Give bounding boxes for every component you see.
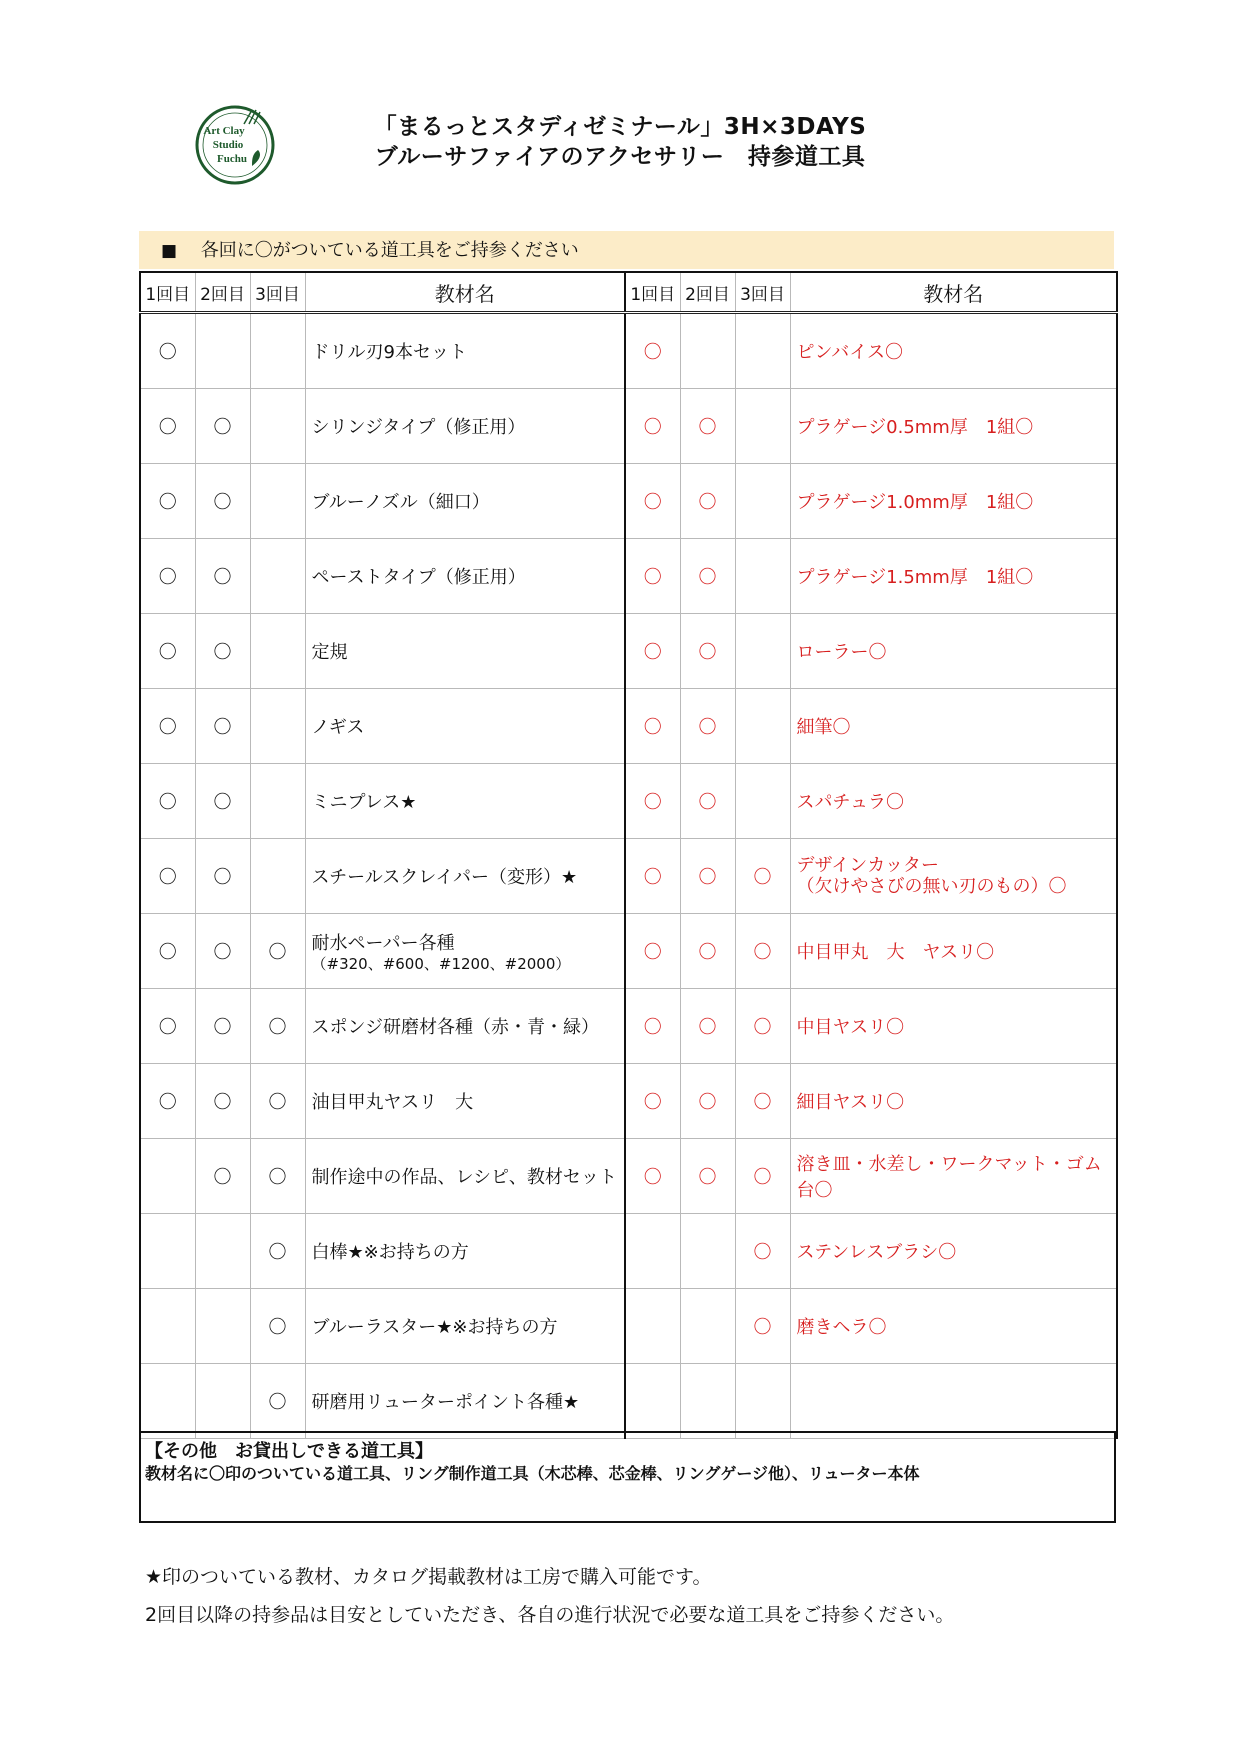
left-material-label: スポンジ研磨材各種（赤・青・緑）: [311, 1017, 600, 1038]
header-material-name: 教材名: [305, 272, 625, 313]
right-round-1-mark: [625, 1364, 680, 1439]
left-round-1-mark: [140, 1139, 195, 1214]
right-round-2-mark: [680, 313, 735, 389]
left-round-3-mark: 〇: [250, 989, 305, 1064]
left-material-name: [305, 1214, 625, 1289]
notice-text: 各回に〇がついている道工具をご持参ください: [200, 240, 579, 261]
right-round-1-mark: 〇: [625, 689, 680, 764]
footnote-2: 2回目以降の持参品は目安としていただき、各自の進行状況で必要な道工具をご持参ください。: [145, 1604, 955, 1626]
left-material-label: シリンジタイプ（修正用）: [311, 417, 526, 438]
left-material-name: [305, 764, 625, 839]
left-round-2-mark: [195, 1214, 250, 1289]
header-round-3: 3回目: [250, 272, 305, 313]
right-material-label: プラゲージ0.5mm厚 1組〇: [796, 417, 1034, 438]
right-round-1-mark: 〇: [625, 1064, 680, 1139]
right-round-2-mark: 〇: [680, 689, 735, 764]
left-round-3-mark: 〇: [250, 1214, 305, 1289]
right-material-label: デザインカッター: [796, 855, 940, 876]
left-round-1-mark: 〇: [140, 313, 195, 389]
right-material-name: [790, 614, 1117, 689]
left-round-2-mark: 〇: [195, 464, 250, 539]
logo-line-3: Fuchu: [217, 153, 247, 165]
left-material-name: [305, 989, 625, 1064]
right-round-1-mark: 〇: [625, 839, 680, 914]
left-round-1-mark: 〇: [140, 914, 195, 989]
title-line-2: ブルーサファイアのアクセサリー 持参道工具: [374, 144, 866, 170]
footnote-1: ★印のついている教材、カタログ掲載教材は工房で購入可能です。: [145, 1566, 712, 1588]
right-round-3-mark: 〇: [735, 914, 790, 989]
left-round-2-mark: 〇: [195, 689, 250, 764]
table-row: [140, 1289, 1117, 1364]
page-title: [300, 112, 940, 172]
left-round-2-mark: [195, 1364, 250, 1439]
left-round-3-mark: [250, 389, 305, 464]
right-material-name: [790, 539, 1117, 614]
table-row: [140, 689, 1117, 764]
left-material-label: 定規: [311, 642, 348, 663]
left-round-2-mark: 〇: [195, 764, 250, 839]
left-round-2-mark: 〇: [195, 1139, 250, 1214]
header-round-1: 1回目: [625, 272, 680, 313]
header-material-name: 教材名: [790, 272, 1117, 313]
right-round-3-mark: [735, 539, 790, 614]
left-round-1-mark: [140, 1214, 195, 1289]
right-round-1-mark: 〇: [625, 464, 680, 539]
right-round-2-mark: 〇: [680, 464, 735, 539]
right-material-label: 磨きヘラ〇: [796, 1317, 887, 1338]
left-round-1-mark: 〇: [140, 464, 195, 539]
left-round-1-mark: 〇: [140, 539, 195, 614]
right-material-label: プラゲージ1.5mm厚 1組〇: [796, 567, 1034, 588]
right-material-name: [790, 464, 1117, 539]
right-material-label: 細目ヤスリ〇: [796, 1092, 905, 1113]
left-round-2-mark: 〇: [195, 839, 250, 914]
right-material-label: ローラー〇: [796, 642, 887, 663]
right-round-3-mark: [735, 389, 790, 464]
table-row: [140, 1139, 1117, 1214]
right-material-name: [790, 1064, 1117, 1139]
right-material-name: [790, 989, 1117, 1064]
table-row: [140, 914, 1117, 989]
right-round-2-mark: 〇: [680, 1139, 735, 1214]
left-round-3-mark: 〇: [250, 914, 305, 989]
right-round-3-mark: [735, 689, 790, 764]
header-round-2: 2回目: [680, 272, 735, 313]
left-round-3-mark: [250, 764, 305, 839]
right-material-name: [790, 1289, 1117, 1364]
left-round-2-mark: 〇: [195, 539, 250, 614]
left-round-2-mark: [195, 313, 250, 389]
right-round-1-mark: 〇: [625, 989, 680, 1064]
logo-line-2: Studio: [212, 139, 244, 151]
right-material-label: 細筆〇: [796, 717, 851, 738]
left-material-name: [305, 1364, 625, 1439]
left-round-3-mark: [250, 839, 305, 914]
table-row: [140, 464, 1117, 539]
studio-logo: [194, 104, 276, 186]
table-row: [140, 313, 1117, 389]
right-round-1-mark: 〇: [625, 389, 680, 464]
right-round-3-mark: [735, 614, 790, 689]
left-material-name: [305, 914, 625, 989]
right-round-2-mark: 〇: [680, 989, 735, 1064]
header-round-2: 2回目: [195, 272, 250, 313]
left-material-label: ブルーラスター★※お持ちの方: [311, 1317, 558, 1338]
left-round-1-mark: 〇: [140, 764, 195, 839]
right-round-3-mark: [735, 313, 790, 389]
right-material-name: [790, 839, 1117, 914]
left-material-sublabel: （#320、#600、#1200、#2000）: [311, 955, 571, 973]
left-round-3-mark: [250, 464, 305, 539]
left-material-name: [305, 539, 625, 614]
left-material-name: [305, 1064, 625, 1139]
left-round-3-mark: [250, 539, 305, 614]
left-material-name: [305, 1139, 625, 1214]
right-material-name: [790, 689, 1117, 764]
right-round-3-mark: 〇: [735, 839, 790, 914]
left-round-2-mark: 〇: [195, 614, 250, 689]
left-material-name: [305, 689, 625, 764]
right-material-label: スパチュラ〇: [796, 792, 904, 813]
right-round-3-mark: 〇: [735, 1289, 790, 1364]
right-round-1-mark: 〇: [625, 914, 680, 989]
header-round-3: 3回目: [735, 272, 790, 313]
left-material-label: ペーストタイプ（修正用）: [311, 567, 526, 588]
right-material-name: [790, 914, 1117, 989]
right-round-2-mark: 〇: [680, 839, 735, 914]
right-material-label: ピンバイス〇: [796, 342, 904, 363]
loan-tools-box: [139, 1431, 1116, 1523]
right-material-label: 溶き皿・水差し・ワークマット・ゴム台〇: [796, 1154, 1102, 1201]
table-row: [140, 1064, 1117, 1139]
right-round-2-mark: 〇: [680, 539, 735, 614]
right-round-1-mark: [625, 1289, 680, 1364]
right-material-name: [790, 764, 1117, 839]
left-material-label: ミニプレス★: [311, 792, 417, 813]
left-material-name: [305, 313, 625, 389]
right-round-1-mark: 〇: [625, 313, 680, 389]
right-round-2-mark: [680, 1214, 735, 1289]
left-round-1-mark: 〇: [140, 1064, 195, 1139]
left-material-label: 研磨用リューターポイント各種★: [311, 1392, 580, 1413]
right-material-name: [790, 1214, 1117, 1289]
right-round-2-mark: 〇: [680, 389, 735, 464]
table-row: [140, 1364, 1117, 1439]
table-row: [140, 539, 1117, 614]
left-round-3-mark: 〇: [250, 1064, 305, 1139]
right-round-2-mark: 〇: [680, 764, 735, 839]
left-material-label: ブルーノズル（細口）: [311, 492, 490, 513]
notice-banner: [139, 231, 1114, 269]
left-round-3-mark: [250, 614, 305, 689]
square-bullet-icon: ■: [161, 241, 178, 261]
right-round-1-mark: 〇: [625, 764, 680, 839]
left-material-label: ドリル刃9本セット: [311, 342, 467, 363]
table-row: [140, 614, 1117, 689]
table-row: [140, 389, 1117, 464]
left-round-2-mark: 〇: [195, 1064, 250, 1139]
title-line-1: 「まるっとスタディゼミナール」3H×3DAYS: [373, 114, 867, 140]
right-round-1-mark: [625, 1214, 680, 1289]
left-round-1-mark: 〇: [140, 989, 195, 1064]
right-material-label: ステンレスブラシ〇: [796, 1242, 957, 1263]
left-round-2-mark: 〇: [195, 389, 250, 464]
right-material-name: [790, 389, 1117, 464]
right-round-3-mark: 〇: [735, 1214, 790, 1289]
right-material-label: 中目甲丸 大 ヤスリ〇: [796, 942, 995, 963]
right-material-name: [790, 313, 1117, 389]
header-round-1: 1回目: [140, 272, 195, 313]
right-round-2-mark: [680, 1364, 735, 1439]
left-round-2-mark: 〇: [195, 989, 250, 1064]
left-round-3-mark: 〇: [250, 1289, 305, 1364]
right-round-3-mark: 〇: [735, 1139, 790, 1214]
left-material-name: [305, 1289, 625, 1364]
right-round-1-mark: 〇: [625, 539, 680, 614]
left-round-2-mark: 〇: [195, 914, 250, 989]
table-header-row: [140, 272, 1117, 313]
left-round-2-mark: [195, 1289, 250, 1364]
right-round-2-mark: 〇: [680, 1064, 735, 1139]
right-round-3-mark: [735, 764, 790, 839]
left-round-1-mark: 〇: [140, 689, 195, 764]
left-round-1-mark: 〇: [140, 389, 195, 464]
left-round-1-mark: 〇: [140, 839, 195, 914]
right-material-label: 中目ヤスリ〇: [796, 1017, 905, 1038]
loan-tools-text: 教材名に〇印のついている道工具、リング制作道工具（木芯棒、芯金棒、リングゲージ他）、リューター本体: [145, 1464, 920, 1483]
left-material-name: [305, 839, 625, 914]
loan-tools-heading: 【その他 お貸出しできる道工具】: [145, 1441, 433, 1462]
right-round-3-mark: 〇: [735, 1064, 790, 1139]
left-material-label: スチールスクレイパー（変形）★: [311, 867, 578, 888]
left-material-label: ノギス: [311, 717, 365, 738]
table-row: [140, 839, 1117, 914]
right-round-2-mark: 〇: [680, 914, 735, 989]
left-material-label: 白棒★※お持ちの方: [311, 1242, 469, 1263]
left-round-1-mark: 〇: [140, 614, 195, 689]
left-round-3-mark: 〇: [250, 1139, 305, 1214]
left-material-label: 制作途中の作品、レシピ、教材セット: [311, 1167, 617, 1188]
left-material-label: 油目甲丸ヤスリ 大: [311, 1092, 474, 1113]
logo-line-1: Art Clay: [203, 125, 245, 137]
left-material-name: [305, 464, 625, 539]
right-material-name: [790, 1364, 1117, 1439]
left-round-1-mark: [140, 1289, 195, 1364]
tools-table: [139, 271, 1118, 1439]
left-material-name: [305, 389, 625, 464]
right-round-2-mark: 〇: [680, 614, 735, 689]
right-round-1-mark: 〇: [625, 614, 680, 689]
table-row: [140, 1214, 1117, 1289]
right-round-3-mark: 〇: [735, 989, 790, 1064]
table-row: [140, 989, 1117, 1064]
left-round-1-mark: [140, 1364, 195, 1439]
right-round-3-mark: [735, 1364, 790, 1439]
left-material-label: 耐水ペーパー各種: [311, 933, 455, 954]
table-row: [140, 764, 1117, 839]
left-round-3-mark: [250, 313, 305, 389]
left-round-3-mark: 〇: [250, 1364, 305, 1439]
left-round-3-mark: [250, 689, 305, 764]
right-round-2-mark: [680, 1289, 735, 1364]
right-material-label: プラゲージ1.0mm厚 1組〇: [796, 492, 1034, 513]
right-round-1-mark: 〇: [625, 1139, 680, 1214]
right-material-sublabel: （欠けやさびの無い刃のもの）〇: [796, 876, 1067, 897]
left-material-name: [305, 614, 625, 689]
right-material-name: [790, 1139, 1117, 1214]
right-round-3-mark: [735, 464, 790, 539]
